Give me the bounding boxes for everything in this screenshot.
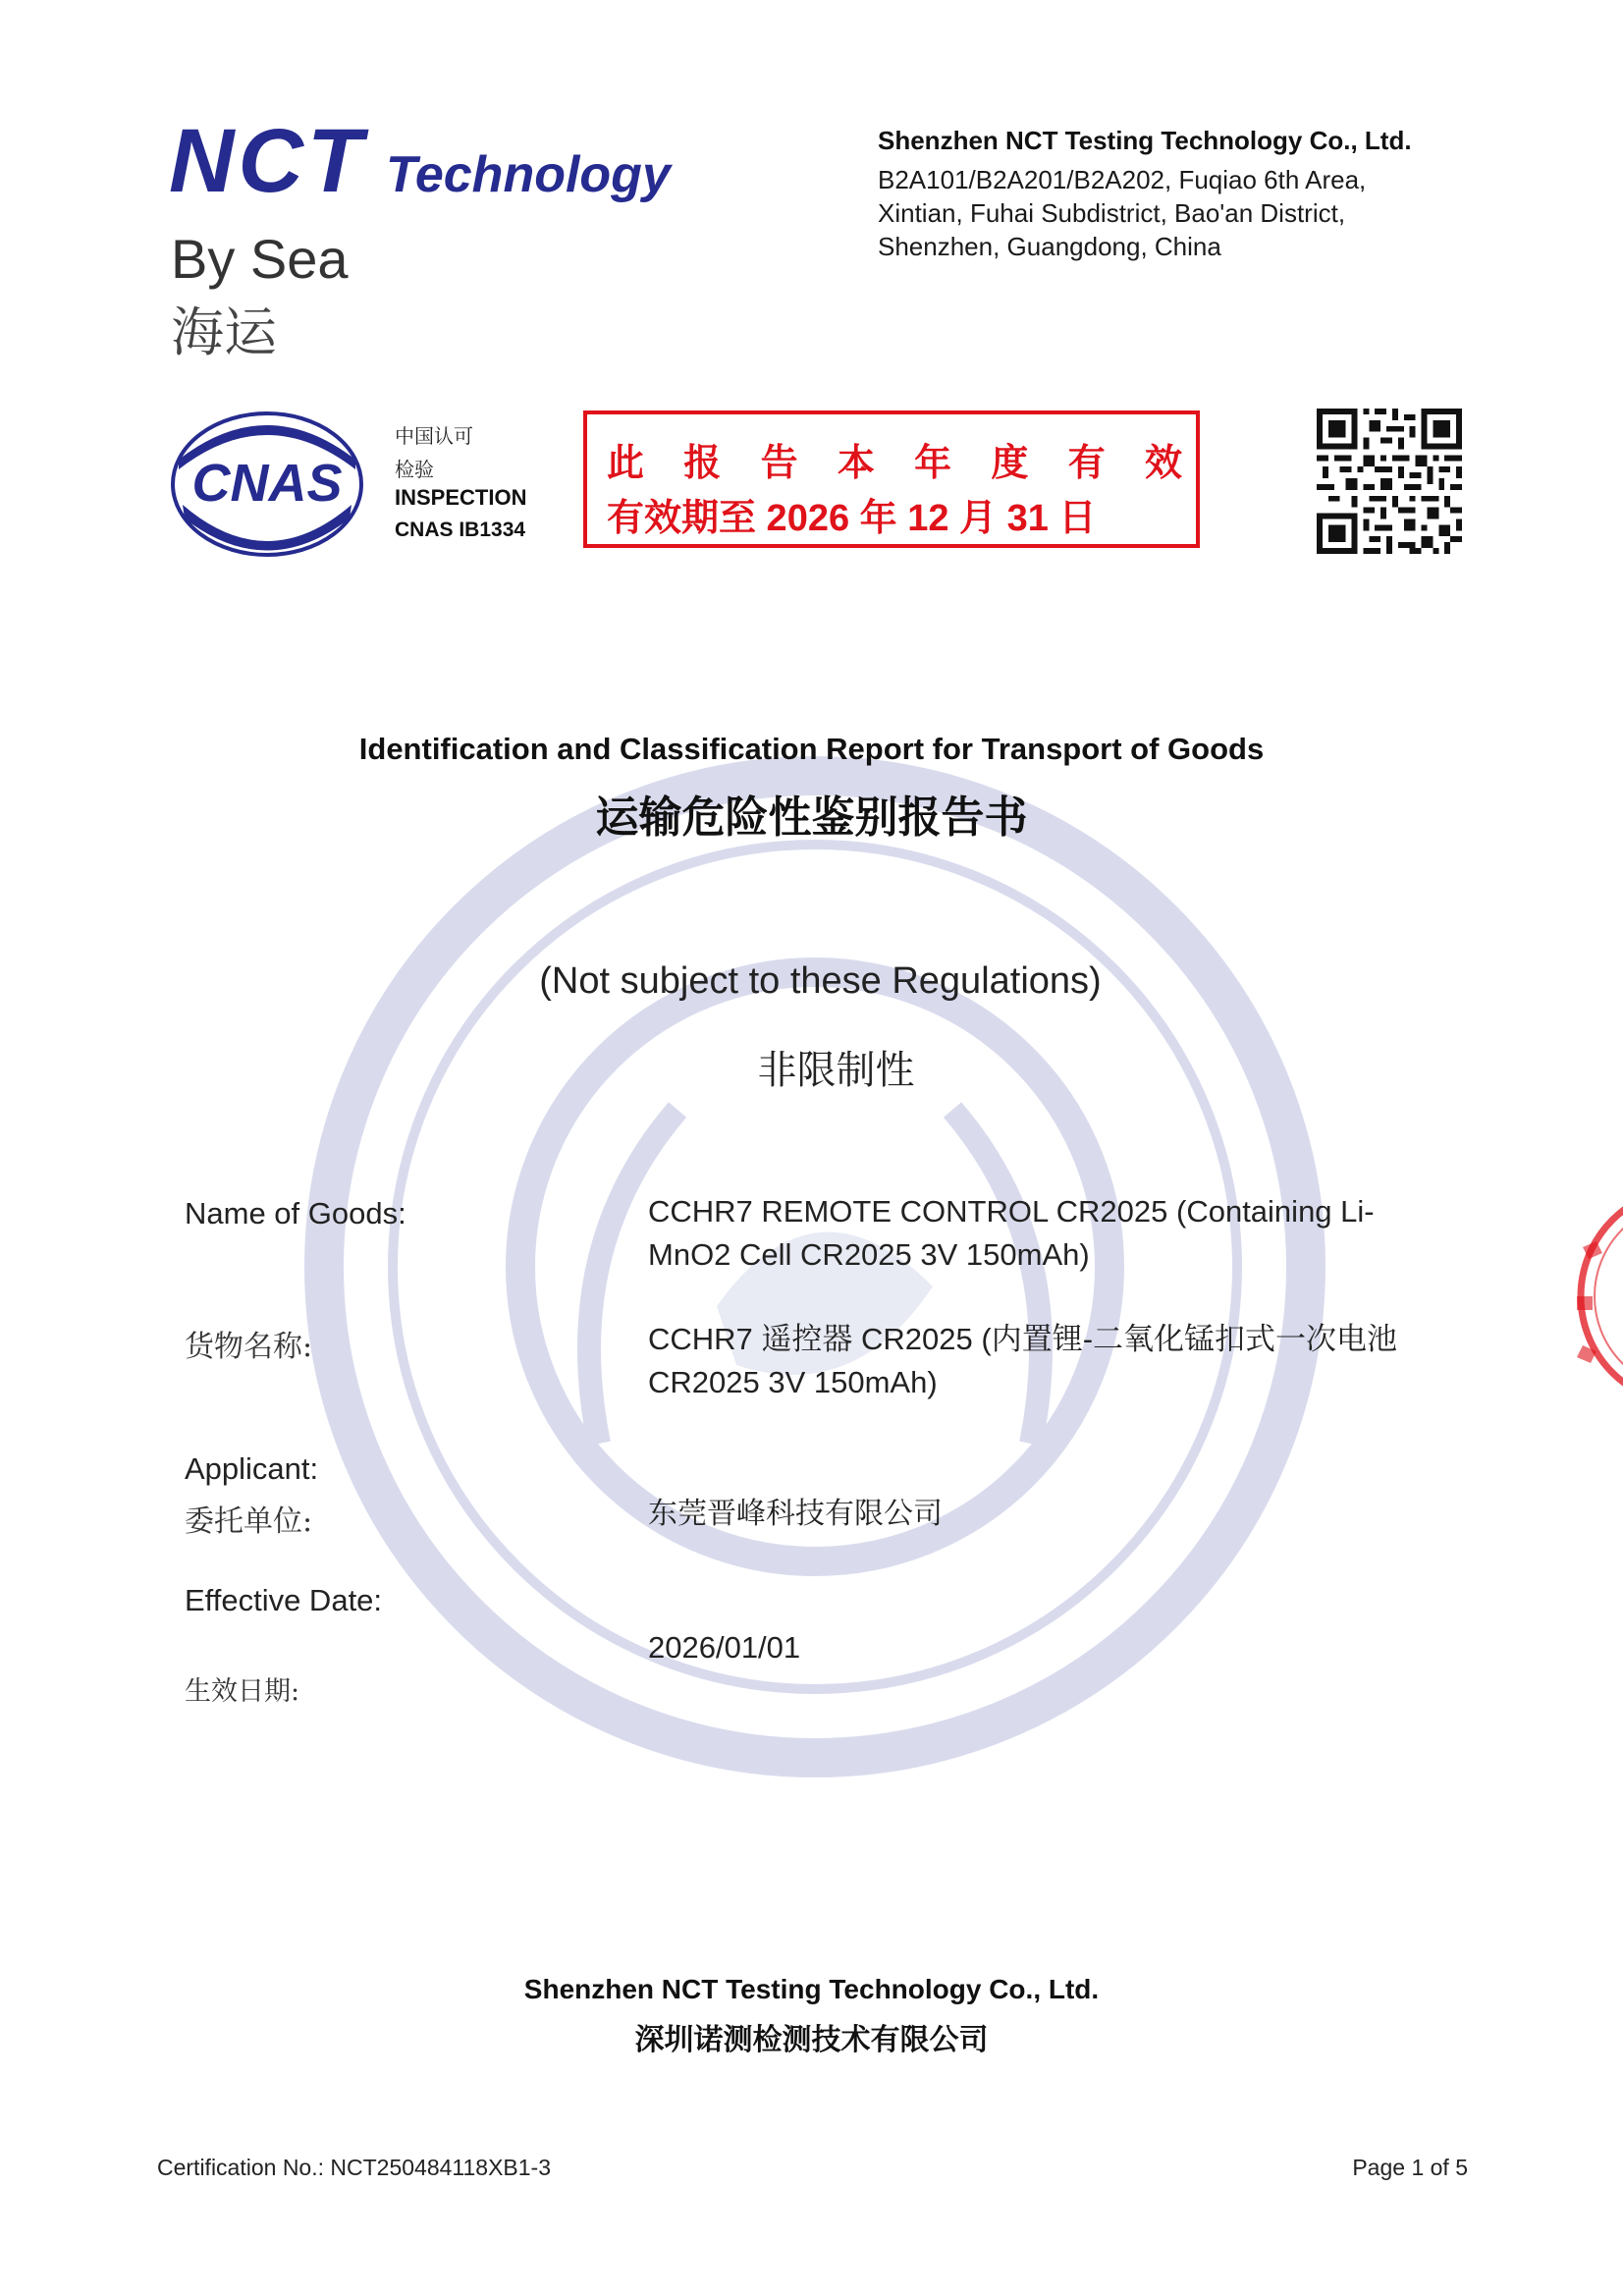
applicant-value: 东莞晋峰科技有限公司 bbox=[648, 1497, 943, 1531]
classification-status-cn: 非限制性 bbox=[757, 1048, 915, 1093]
address-line: B2A101/B2A201/B2A202, Fuqiao 6th Area, bbox=[878, 165, 1367, 194]
cnas-cn-line1: 中国认可 bbox=[395, 424, 473, 448]
cnas-logo bbox=[169, 410, 365, 558]
validity-char: 此 bbox=[607, 443, 645, 484]
cnas-id: CNAS IB1334 bbox=[395, 519, 526, 541]
footer-company-cn: 深圳诺测检测技术有限公司 bbox=[634, 2023, 989, 2057]
effective-date-value: 2026/01/01 bbox=[648, 1630, 801, 1665]
applicant-label-cn: 委托单位: bbox=[185, 1504, 313, 1539]
goods-value-cn bbox=[648, 1318, 1463, 1404]
goods-value-en bbox=[648, 1190, 1463, 1277]
goods-value-cn-line: CR2025 3V 150mAh) bbox=[648, 1365, 938, 1399]
company-address bbox=[878, 163, 1428, 263]
validity-char: 报 bbox=[683, 443, 722, 484]
nct-logo-subtitle: Technology bbox=[386, 146, 671, 203]
validity-char: 度 bbox=[991, 443, 1029, 484]
footer-company-en: Shenzhen NCT Testing Technology Co., Ltd. bbox=[523, 1974, 1100, 2004]
transport-mode-cn: 海运 bbox=[171, 301, 277, 363]
report-title-cn: 运输危险性鉴别报告书 bbox=[595, 793, 1028, 843]
qr-code-icon[interactable] bbox=[1316, 409, 1463, 554]
validity-char: 年 bbox=[914, 443, 952, 484]
transport-mode-en: By Sea bbox=[171, 228, 349, 290]
effective-date-label-cn: 生效日期: bbox=[185, 1676, 300, 1707]
official-seal-icon bbox=[1561, 1178, 1623, 1414]
applicant-label-en: Applicant: bbox=[185, 1451, 319, 1486]
validity-char: 效 bbox=[1144, 443, 1182, 484]
address-line: Shenzhen, Guangdong, China bbox=[878, 232, 1221, 261]
goods-value-en-line: CCHR7 REMOTE CONTROL CR2025 (Containing Li- bbox=[648, 1194, 1375, 1229]
validity-char: 告 bbox=[760, 443, 798, 484]
nct-logo: NCT bbox=[169, 111, 367, 211]
goods-label-cn: 货物名称: bbox=[185, 1330, 313, 1364]
page-number: Page 1 of 5 bbox=[1352, 2155, 1468, 2180]
certification-number: Certification No.: NCT250484118XB1-3 bbox=[157, 2155, 552, 2180]
effective-date-label-en: Effective Date: bbox=[185, 1583, 383, 1617]
cnas-inspection: INSPECTION bbox=[395, 485, 527, 510]
validity-char: 有 bbox=[1067, 443, 1106, 484]
cnas-logo-text: CNAS bbox=[191, 454, 343, 513]
classification-status-en: (Not subject to these Regulations) bbox=[539, 960, 1102, 1002]
goods-label-en: Name of Goods: bbox=[185, 1196, 406, 1230]
address-line: Xintian, Fuhai Subdistrict, Bao'an District, bbox=[878, 198, 1346, 228]
validity-char: 本 bbox=[837, 443, 875, 484]
goods-value-cn-line: CCHR7 遥控器 CR2025 (内置锂-二氧化锰扣式一次电池 bbox=[648, 1322, 1398, 1356]
validity-line2: 有效期至 2026 年 12 月 31 日 bbox=[607, 498, 1097, 539]
company-name: Shenzhen NCT Testing Technology Co., Ltd. bbox=[878, 126, 1412, 155]
validity-line1 bbox=[607, 432, 1182, 486]
cnas-cn-line2: 检验 bbox=[395, 458, 434, 481]
report-title-en: Identification and Classification Report for Transport of Goods bbox=[358, 732, 1265, 766]
goods-value-en-line: MnO2 Cell CR2025 3V 150mAh) bbox=[648, 1237, 1090, 1272]
